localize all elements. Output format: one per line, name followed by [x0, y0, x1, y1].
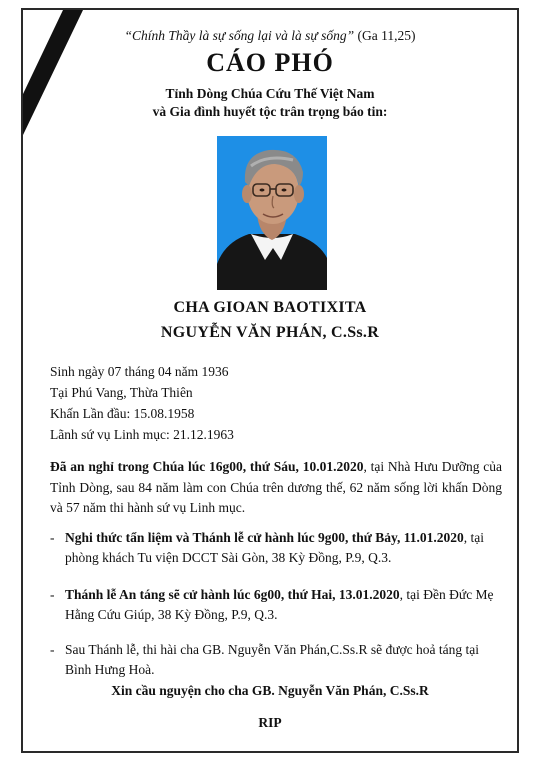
- event-rest: , tại Đền Đức Mẹ Hằng Cứu Giúp, 38 Kỳ Đồng, P.9, Q.3.: [65, 587, 494, 622]
- event-rest: , tại phòng khách Tu viện DCCT Sài Gòn, 38 Kỳ Đồng, P.9, Q.3.: [65, 530, 484, 565]
- portrait-photo: [217, 136, 327, 290]
- ordination-date: Lãnh sứ vụ Linh mục: 21.12.1963: [50, 427, 234, 442]
- prayer-request: Xin cầu nguyện cho cha GB. Nguyễn Văn Phán, C.Ss.R: [111, 683, 429, 698]
- announcer-line-1: Tỉnh Dòng Chúa Cứu Thế Việt Nam: [165, 86, 375, 101]
- event-dash: -: [50, 530, 55, 545]
- quote-text: “Chính Thầy là sự sống lại và là sự sống”: [124, 28, 355, 43]
- event-item: [50, 640, 502, 682]
- event-text: [65, 585, 502, 625]
- birth-place: Tại Phú Vang, Thừa Thiên: [50, 385, 193, 400]
- deceased-name-line-1: CHA GIOAN BAOTIXITA: [173, 299, 367, 316]
- death-announcement-bold: Đã an nghỉ trong Chúa lúc 16g00, thứ Sáu, 10.01.2020: [50, 459, 364, 474]
- event-dash: -: [50, 587, 55, 602]
- event-dash: -: [50, 642, 55, 657]
- event-text: [65, 528, 502, 568]
- rip-text: RIP: [258, 715, 282, 730]
- event-bold: Nghi thức tẩn liệm và Thánh lễ cử hành lúc 9g00, thứ Bảy, 11.01.2020: [65, 530, 464, 545]
- event-rest: Sau Thánh lễ, thi hài cha GB. Nguyễn Văn Phán,C.Ss.R sẽ được hoả táng tại Bình Hưng Hoà.: [65, 642, 480, 677]
- obituary-frame: [21, 8, 519, 753]
- event-text: [65, 640, 502, 680]
- portrait-illustration: [217, 136, 327, 290]
- first-vows-date: Khấn Lần đầu: 15.08.1958: [50, 406, 195, 421]
- death-announcement: [50, 457, 502, 519]
- event-item: [50, 528, 502, 570]
- announcer-line-2: và Gia đình huyết tộc trân trọng báo tin:: [152, 104, 388, 119]
- event-bold: Thánh lễ An táng sẽ cử hành lúc 6g00, thứ Hai, 13.01.2020: [65, 587, 400, 602]
- death-announcement-rest: , tại Nhà Hưu Dưỡng của Tỉnh Dòng, sau 84 năm làm con Chúa trên dương thế, 62 năm sống lời khấn Dòng và 57 năm thi hành sứ vụ Linh mục.: [50, 459, 502, 515]
- birth-date: Sinh ngày 07 tháng 04 năm 1936: [50, 364, 229, 379]
- quote-reference: (Ga 11,25): [354, 28, 416, 43]
- scripture-quote: [23, 28, 517, 44]
- event-item: [50, 585, 502, 627]
- page-title: CÁO PHÓ: [206, 48, 334, 77]
- deceased-name-line-2: NGUYỄN VĂN PHÁN, C.Ss.R: [160, 324, 380, 341]
